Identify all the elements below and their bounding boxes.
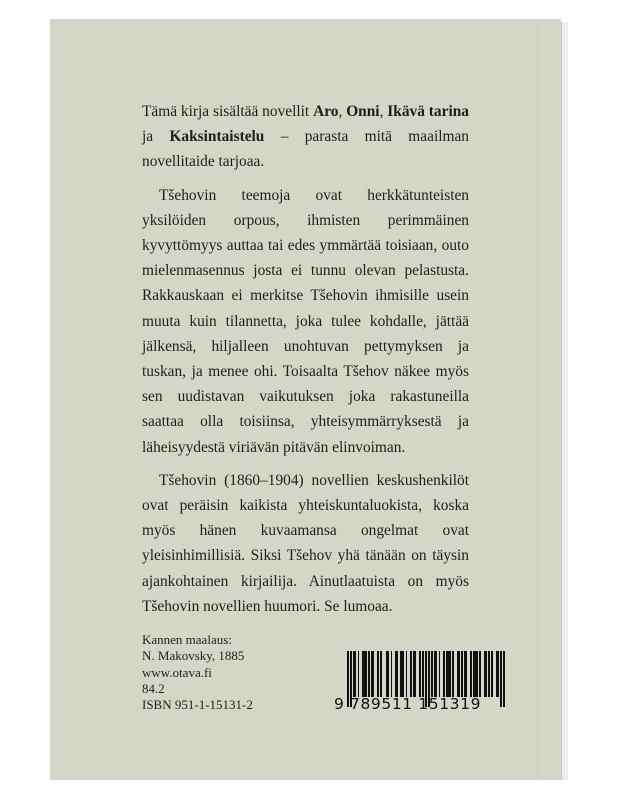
library-class-code: 84.2 bbox=[142, 680, 165, 696]
blurb-text bbox=[142, 99, 469, 627]
barcode-bar bbox=[496, 651, 499, 697]
barcode-bar bbox=[439, 651, 441, 697]
story-title-kaksintaistelu: Kaksintaistelu bbox=[169, 128, 265, 146]
barcode-bars bbox=[347, 651, 506, 701]
blurb-paragraph-3: Tšehovin (1860–1904) novellien keskushenkilöt ovat peräisin kaikista yhteiskuntaluokista, koska myös hänen kuvaamansa ongelmat ovat yleisinhimillisiä. Siksi Tšehov yhä tänään on täysin ajankohtainen kirjailija. Ainutlaatuista on myös Tšehovin novellien huumori. Se lumoaa. bbox=[142, 471, 469, 615]
story-title-ikava-tarina: Ikävä tarina bbox=[387, 103, 469, 120]
barcode-bar bbox=[500, 651, 502, 707]
barcode-bar bbox=[484, 651, 487, 697]
barcode-bar bbox=[464, 651, 467, 697]
barcode-bar bbox=[452, 651, 454, 697]
publisher-website: www.otava.fi bbox=[142, 664, 212, 680]
barcode-bar bbox=[434, 651, 437, 697]
spine-hinge bbox=[537, 19, 538, 780]
barcode-bar bbox=[479, 651, 481, 697]
barcode-bar bbox=[446, 651, 451, 697]
intro-rest: – parasta mitä maailman novellitaide tarjoaa. bbox=[142, 128, 469, 171]
separator: , bbox=[379, 103, 388, 120]
barcode-bar bbox=[461, 651, 463, 697]
isbn-barcode bbox=[334, 651, 494, 716]
barcode-bar bbox=[395, 651, 398, 697]
barcode-bar bbox=[470, 651, 472, 697]
barcode-bar bbox=[391, 651, 393, 697]
barcode-bar bbox=[503, 651, 505, 707]
barcode-bar bbox=[443, 651, 445, 697]
blurb-paragraph-1 bbox=[142, 99, 469, 175]
barcode-bar bbox=[371, 651, 374, 697]
barcode-bar bbox=[368, 651, 370, 697]
barcode-digits: 9 789511 151319 bbox=[334, 695, 482, 713]
barcode-bar bbox=[422, 651, 424, 697]
barcode-bar bbox=[419, 651, 421, 697]
barcode-bar bbox=[380, 651, 382, 697]
separator: , bbox=[338, 103, 347, 120]
barcode-bar bbox=[386, 651, 389, 697]
isbn: ISBN 951-1-15131-2 bbox=[142, 697, 253, 713]
barcode-bar bbox=[457, 651, 460, 697]
story-title-aro: Aro bbox=[313, 103, 339, 120]
blurb-paragraph-2: Tšehovin teemoja ovat herkkätunteisten yksilöiden orpous, ihmisten perimmäinen kyvyttömyys auttaa tai edes ymmärtää toisiaan, outo mielenmasennus josta ei tunnu olevan pelastusta. Rakkauskaan ei merkitse Tšehovin ihmisille usein muuta kuin tilannetta, joka tulee kohdalle, jättää jälkensä, hiljalleen unohtuvan pettymyksen ja tuskan, ja menee ohi. Toisaalta Tšehov näkee myös sen uudistavan vaikutuksen joka rakastuneilla saattaa olla toisiinsa, yhteisymmärryksestä ja läheisyydestä viriävän pitävän elinvoiman. bbox=[142, 186, 469, 456]
page-edge bbox=[561, 22, 568, 780]
barcode-bar bbox=[473, 651, 478, 697]
intro-text: Tämä kirja sisältää novellit bbox=[142, 103, 314, 120]
barcode-bar bbox=[358, 651, 360, 697]
barcode-bar bbox=[431, 651, 433, 697]
colophon bbox=[142, 632, 253, 713]
barcode-bar bbox=[400, 651, 405, 697]
barcode-bar bbox=[413, 651, 416, 697]
barcode-bar bbox=[353, 651, 356, 697]
story-title-onni: Onni bbox=[346, 103, 380, 120]
barcode-bar bbox=[362, 651, 367, 697]
barcode-bar bbox=[488, 651, 490, 697]
cover-painting-label: Kannen maalaus: bbox=[142, 632, 232, 647]
barcode-bar bbox=[377, 651, 379, 697]
cover-painting-artist: N. Makovsky, 1885 bbox=[142, 648, 245, 664]
barcode-bar bbox=[406, 651, 408, 697]
barcode-bar bbox=[410, 651, 412, 697]
separator: ja bbox=[142, 128, 170, 146]
barcode-bar bbox=[491, 651, 493, 697]
